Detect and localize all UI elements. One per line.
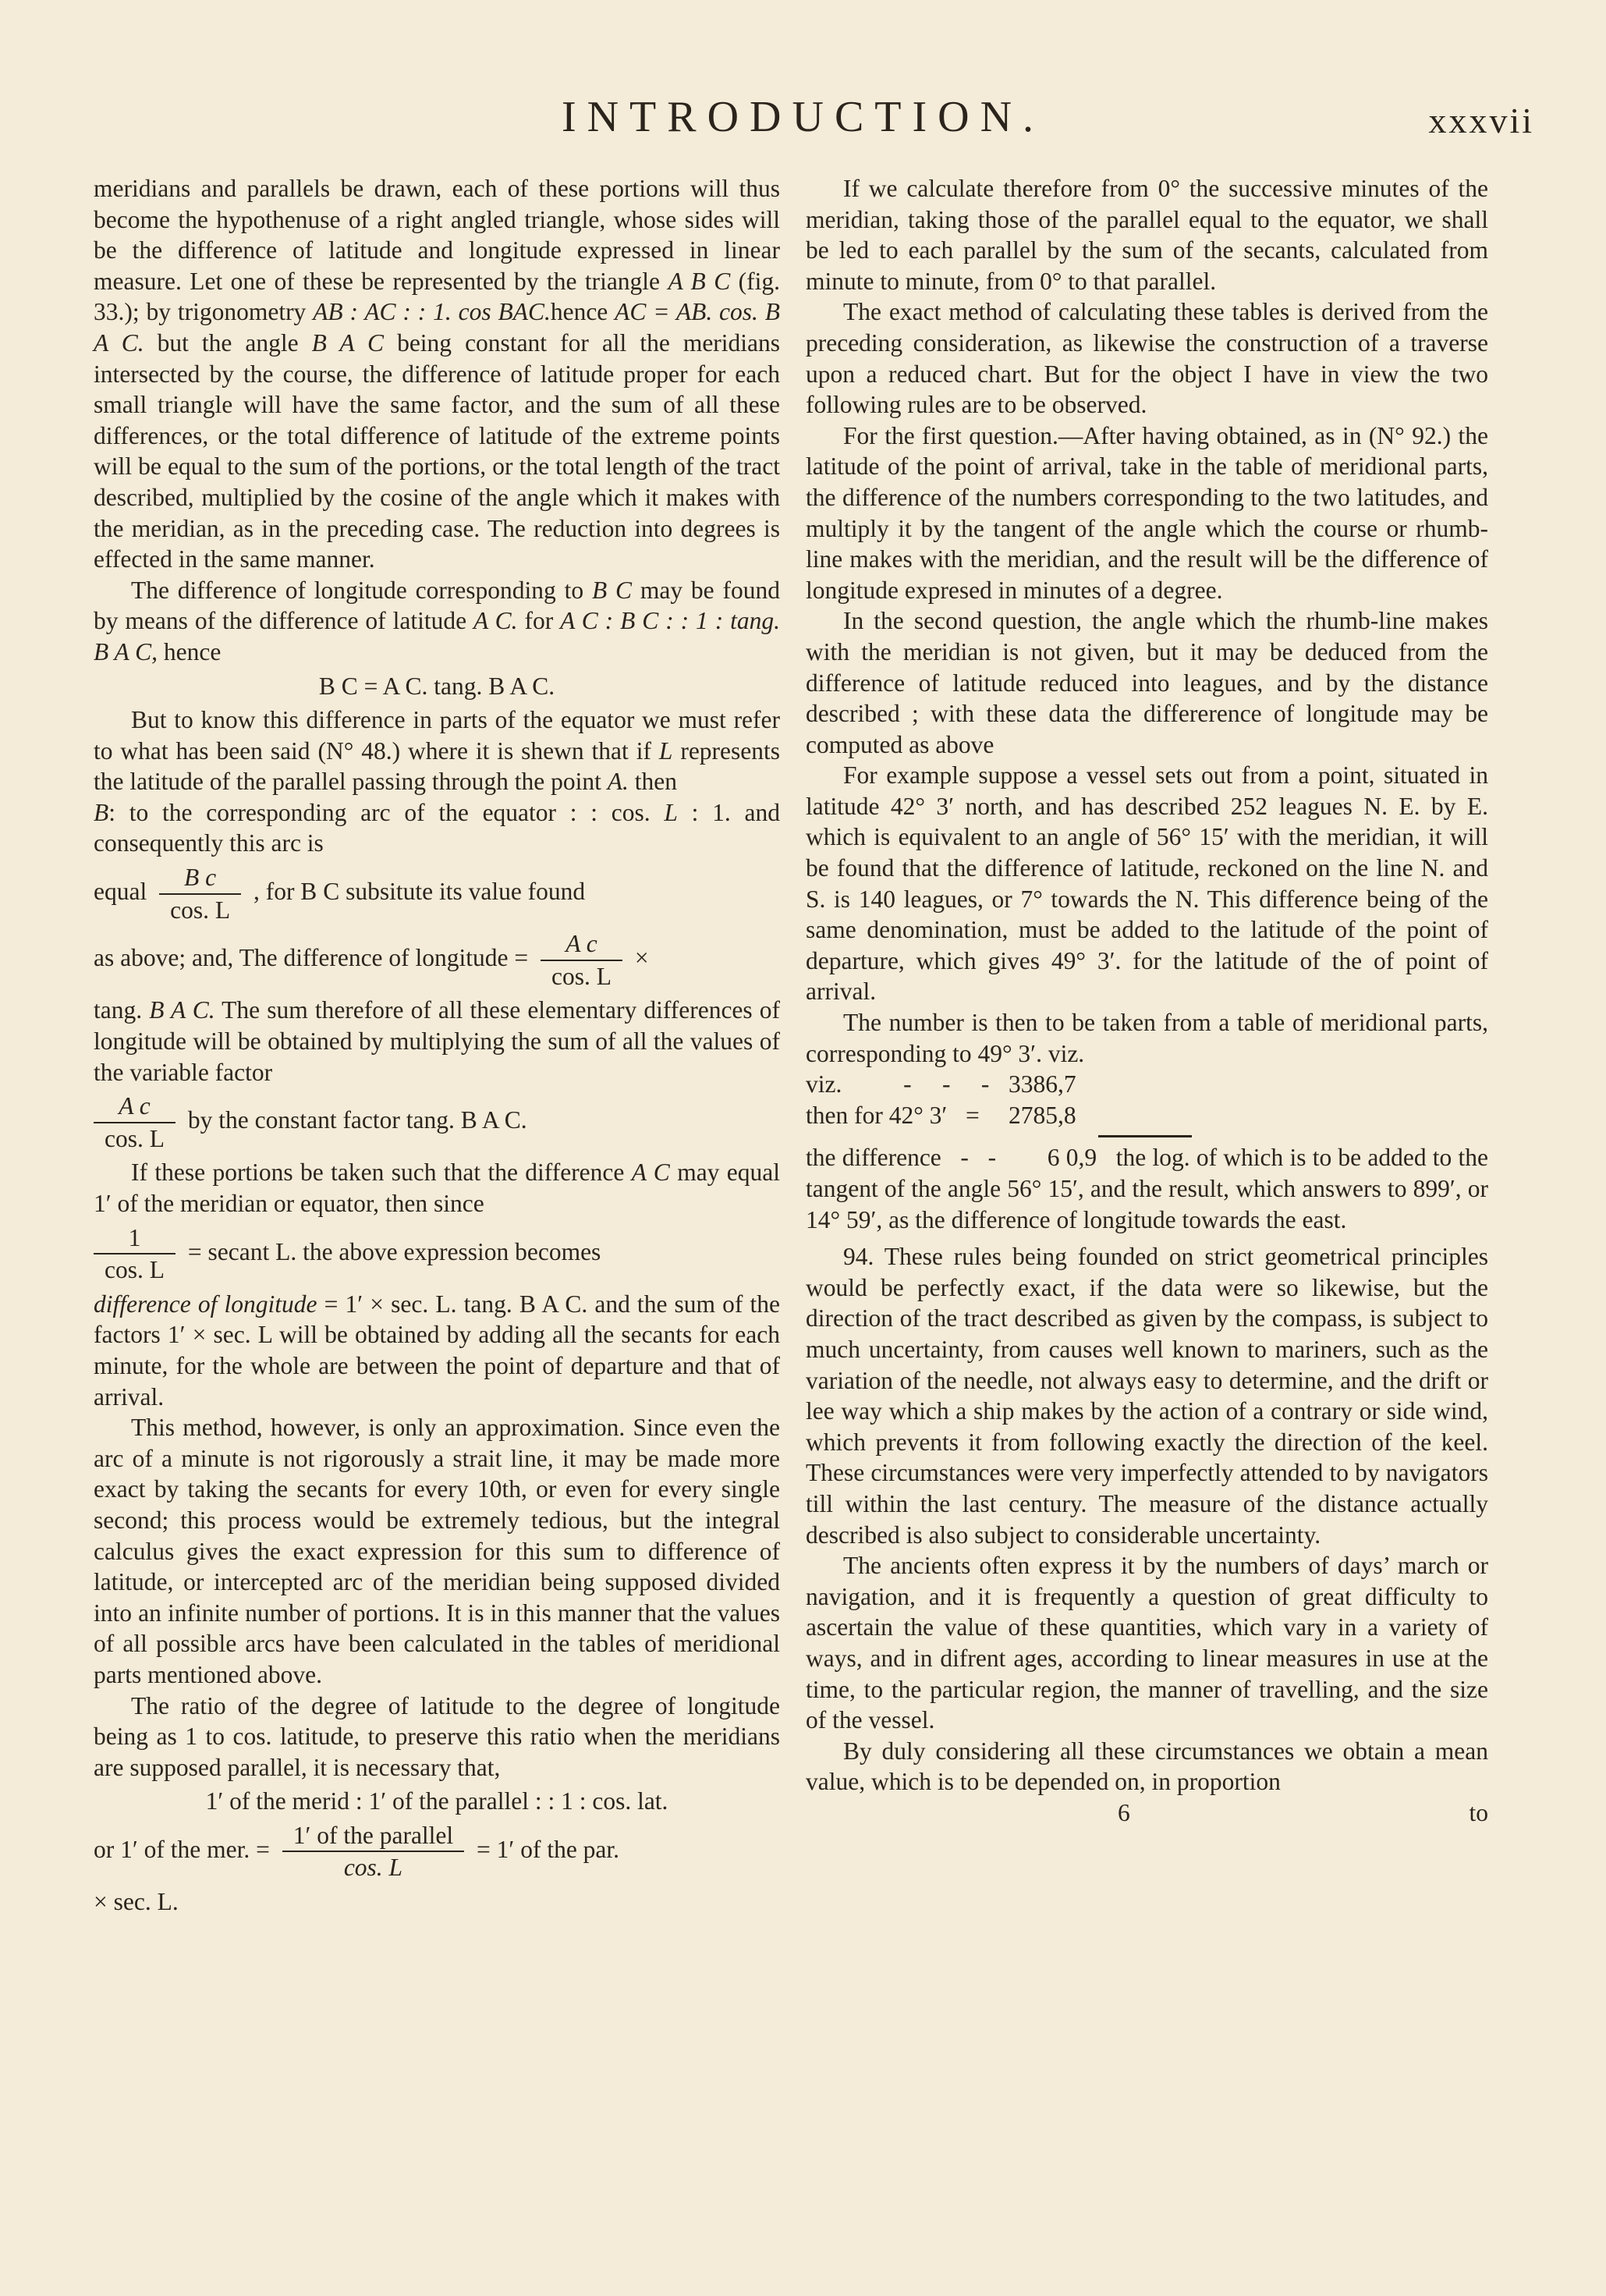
paragraph: the difference - - 6 0,9 the log. of which is to be added to the tangent of the angle 56° 15′, and the result, which answers to 899′, or 14° 59′, as the difference of longitude towards the east. bbox=[806, 1144, 1494, 1233]
paragraph: The exact method of calculating these tables is derived from the preceding consideration, as likewise the construction of a traverse upon a reduced chart. But for the object I have in view the two following rules are to be observed. bbox=[806, 298, 1488, 419]
paragraph: The number is then to be taken from a table of meridional parts, corresponding to 49° 3′. viz. bbox=[806, 1009, 1488, 1067]
calc-label: then for 42° 3′ = bbox=[806, 1101, 980, 1129]
calculation-table bbox=[806, 1069, 1488, 1130]
paragraph: For the first question.—After having obtained, as in (N° 92.) the latitude of the point of arrival, take in the table of meridional parts, the difference of the numbers corresponding to the two latitudes, and multiply it by the tangent of the angle which the course or rhumb-line makes with the meridian, and the result will be the difference of longitude expresed in minutes of a degree. bbox=[806, 421, 1488, 604]
sum-rule bbox=[1098, 1135, 1192, 1137]
equation: $\frac{1}{\cos. L}$ = secant L. the above expression becomes bbox=[94, 1223, 780, 1286]
paragraph: The ancients often express it by the numbers of days’ march or navigation, and it is frequently a question of great difficulty to ascertain the value of these quantities, which vary in a variety of ways, and in difrent ages, according to linear measures in use at the time, to the particular region, the manner of travelling, and the size of the vessel. bbox=[806, 1552, 1488, 1734]
calc-value: 2785,8 bbox=[1009, 1101, 1076, 1129]
paragraph: The ratio of the degree of latitude to the degree of longitude being as 1 to cos. latitude, to preserve this ratio when the meridians are supposed parallel, it is necessary that, bbox=[94, 1691, 780, 1781]
paragraph: But to know this difference in parts of the equator we must refer to what has been said (N° 48.) where it is shewn that if L represents the latitude of the parallel passing through the point A. then B: to the corresponding arc of the equator : : cos. L : 1. and consequently this arc is bbox=[94, 706, 781, 857]
equation: equal $\frac{\text{B c}}{\cos. L}$ , for B C subsitute its value found bbox=[94, 864, 586, 924]
equation: 1′ of the merid : 1′ of the parallel : : 1 : cos. lat. bbox=[205, 1787, 668, 1815]
equation: × sec. L. bbox=[94, 1888, 179, 1916]
equation: as above; and, The difference of longitude = $\frac{\text{A c}}{\cos. L}$ × bbox=[94, 930, 649, 990]
equation: B C = A C. tang. B A C. bbox=[318, 672, 555, 700]
paragraph: If these portions be taken such that the difference A C may equal 1′ of the meridian or equator, then since bbox=[94, 1159, 781, 1217]
paragraph: If we calculate therefore from 0° the successive minutes of the meridian, taking those of the parallel equal to the equator, we shall be led to each parallel by the sum of the secants, calculated from minute to minute, from 0° to that parallel. bbox=[806, 175, 1488, 295]
page-number: xxxvii bbox=[1428, 101, 1534, 140]
page-footer bbox=[806, 1797, 1488, 1829]
paragraph: This method, however, is only an approximation. Since even the arc of a minute is not rigorously a strait line, it may be made more exact by taking the secants for every 10th, or even for every single second; this process would be extremely tedious, but the integral calculus gives the exact expression for this sum to difference of latitude, or intercepted arc of the meridian being supposed divided into an infinite number of portions. It is in this manner that the values of all possible arcs have been calculated in the tables of meridional parts mentioned above. bbox=[94, 1414, 780, 1688]
paragraph: difference of longitude = 1′ × sec. L. tang. B A C. and the sum of the factors 1′ × sec. L will be obtained by adding all the secants for each minute, for the whole are between the point of departure and that of arrival. bbox=[94, 1290, 781, 1411]
calc-value: 3386,7 bbox=[1009, 1070, 1076, 1098]
left-column bbox=[94, 173, 780, 1918]
catchword: to bbox=[1469, 1798, 1488, 1826]
paragraph: meridians and parallels be drawn, each of these portions will thus become the hypothenuse of a right angled triangle, whose sides will be the difference of latitude and longitude expressed in linear measure. Let one of these be represented by the triangle A B C (fig. 33.); by trigonometry AB : AC : : 1. cos BAC.hence AC = AB. cos. B A C. but the angle B A C being constant for all the meridians intersected by the course, the difference of latitude proper for each small triangle will have the same factor, and the sum of all these differences, or the total difference of latitude of the extreme points will be equal to the sum of the portions, or the total length of the tract described, multiplied by the cosine of the angle which it makes with the meridian, as in the preceding case. The reduction into degrees is effected in the same manner. bbox=[94, 175, 781, 573]
paragraph: The difference of longitude corresponding to B C may be found by means of the difference of latitude A C. for A C : B C : : 1 : tang. B A C, hence bbox=[94, 576, 781, 665]
equation: $\frac{\text{A c}}{\cos. L}$ by the constant factor tang. B A C. bbox=[94, 1091, 780, 1154]
paragraph: In the second question, the angle which the rhumb-line makes with the meridian is not given, but it may be deduced from the difference of latitude reduced into leagues, and by the distance described ; with these data the differerence of longitude may be computed as above bbox=[806, 607, 1488, 758]
calc-label: viz. - - - bbox=[806, 1070, 990, 1098]
signature-mark: 6 bbox=[1118, 1798, 1130, 1826]
running-head-title: INTRODUCTION. bbox=[561, 93, 1045, 141]
paragraph: For example suppose a vessel sets out from a point, situated in latitude 42° 3′ north, and has described 252 leagues N. E. by E. which is equivalent to an angle of 56° 15′ with the meridian, it will be found that the difference of latitude, reckoned on the line N. and S. is 140 leagues, or 7° towards the N. This difference being of the same denomination, must be added to the latitude of the point of departure, which gives 49° 3′. for the latitude of the of point of arrival. bbox=[806, 761, 1488, 1006]
paragraph: 94. These rules being founded on strict geometrical principles would be perfectly exact, if the data were so likewise, but the direction of the tract described as given by the compass, is subject to much uncertainty, from causes well known to mariners, such as the variation of the needle, not always easy to determine, and the drift or lee way which a ship makes by the action of a contrary or side wind, which prevents it from following exactly the direction of the keel. These circumstances were very imperfectly attended to by navigators till within the last century. The measure of the distance actually described is also subject to considerable uncertainty. bbox=[806, 1243, 1488, 1549]
paragraph: tang. B A C. The sum therefore of all these elementary differences of longitude will be obtained by multiplying the sum of all the values of the variable factor bbox=[94, 996, 780, 1086]
equation: or 1′ of the mer. = $\frac{\text{1′ of the parallel}}{\cos. L}$ = 1′ of the par. bbox=[94, 1821, 620, 1882]
paragraph: By duly considering all these circumstances we obtain a mean value, which is to be depended on, in proportion bbox=[806, 1737, 1488, 1796]
right-column bbox=[806, 173, 1494, 1828]
